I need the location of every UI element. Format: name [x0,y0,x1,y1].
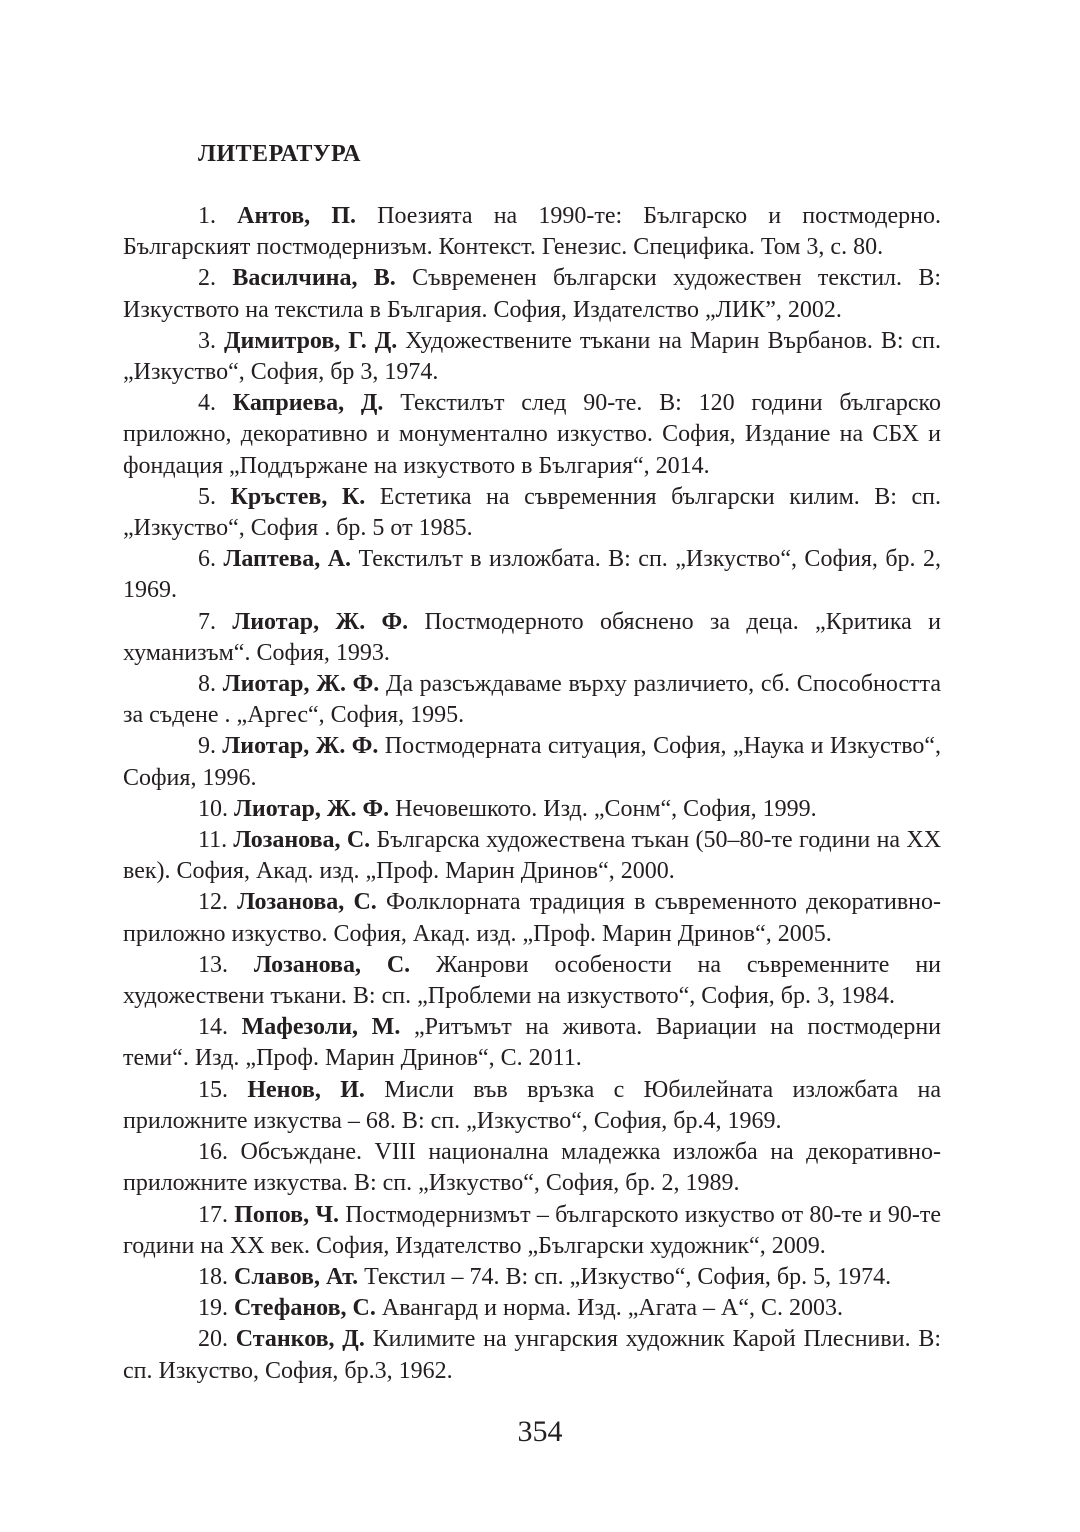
reference-author: Антов, П. [237,203,356,229]
reference-author: Лиотар, Ж. Ф. [222,733,379,760]
reference-text: Да разсъждаваме върху различието, сб. Способността за съдене . „Аргес“, София, 1995. [123,671,942,729]
reference-text: Жанрови особености на съвременните ни художествени тъкани. В: сп. „Проблеми на изкуството“, София, бр. 3, 1984. [123,951,942,1010]
reference-author: Лиотар, Ж. Ф. [222,671,380,698]
reference-author: Лозанова, С. [253,951,411,978]
reference-text: Постмодерната ситуация, София, „Наука и Изкуство“, София, 1996. [123,733,942,791]
reference-author: Кръстев, К. [230,483,366,510]
reference-author: Василчина, В. [232,265,396,292]
reference-number: 18. [198,1263,228,1290]
reference-author: Попов, Ч. [234,1201,339,1228]
reference-text: Постмодернизмът – българското изкуство от 80-те и 90-те години на ХХ век. София, Издателство „Български художник“, 2009. [123,1201,941,1259]
reference-author: Мафезоли, М. [241,1014,401,1041]
reference-number: 4. [198,390,216,417]
reference-text: Текстил – 74. В: сп. „Изкуство“, София, бр. 5, 1974. [364,1263,892,1290]
reference-text: Обсъждане. VIII национална младежка изложба на декоративно-приложните изкуства. В: сп. „Изкуство“, София, бр. 2, 1989. [123,1139,942,1197]
reference-number: 3. [198,327,216,354]
reference-item [123,544,941,606]
reference-item [123,201,941,263]
reference-number: 6. [198,546,216,573]
reference-text: Текстилът в изложбата. В: сп. „Изкуство“, София, бр. 2, 1969. [123,546,941,604]
reference-item [123,1324,941,1386]
reference-item [123,1293,941,1324]
reference-number: 5. [198,483,216,510]
reference-text: Естетика на съвременния български килим. В: сп. „Изкуство“, София . бр. 5 от 1985. [123,483,941,542]
reference-item [123,825,941,887]
reference-number: 9. [198,733,216,760]
reference-text: Нечовешкото. Изд. „Сонм“, София, 1999. [395,795,817,822]
reference-item [123,607,941,669]
section-heading: ЛИТЕРАТУРА [198,141,361,167]
reference-item [123,388,941,482]
reference-number: 20. [198,1326,228,1353]
reference-text: Фолклорната традиция в съвременното декоративно-приложно изкуство. София, Акад. изд. „Проф. Марин Дринов“, 2005. [123,889,942,947]
reference-number: 17. [198,1201,228,1228]
reference-item [123,482,941,544]
reference-item [123,731,941,793]
reference-number: 14. [198,1014,228,1041]
reference-item [123,1075,941,1137]
reference-text: Постмодерното обяснено за деца. „Критика и хуманизъм“. София, 1993. [123,608,942,666]
reference-author: Славов, Ат. [234,1263,359,1290]
reference-number: 19. [198,1295,228,1322]
reference-item [123,669,941,731]
reference-number: 13. [198,951,228,978]
reference-text: Мисли във връзка с Юбилейната изложбата на приложните изкуства – 68. В: сп. „Изкуство“, София, бр.4, 1969. [123,1076,942,1134]
reference-number: 2. [198,265,216,292]
reference-author: Стефанов, С. [234,1295,376,1322]
reference-item [123,1137,941,1199]
reference-item [123,263,941,325]
reference-number: 16. [198,1139,228,1166]
reference-author: Лаптева, А. [223,546,352,573]
reference-text: „Ритъмът на живота. Вариации на постмодерни теми“. Изд. „Проф. Марин Дринов“, С. 2011. [123,1014,941,1072]
reference-item [123,887,941,949]
reference-item [123,1012,941,1074]
reference-text: Съвременен български художествен текстил. В: Изкуството на текстила в България. София, Издателство „ЛИК”, 2002. [123,265,942,323]
reference-author: Лозанова, С. [233,827,371,854]
reference-list [123,201,941,1387]
reference-author: Ненов, И. [247,1076,365,1103]
reference-author: Димитров, Г. Д. [223,327,398,354]
page-number: 354 [517,1415,563,1448]
reference-author: Лиотар, Ж. Ф. [232,608,409,635]
reference-item [123,326,941,388]
reference-number: 8. [198,671,216,698]
reference-author: Станков, Д. [235,1326,365,1353]
reference-text: Текстилът след 90-те. В: 120 години българско приложно, декоративно и монументално изкуство. София, Издание на СБХ и фондация „Поддържане на изкуството в България“, 2014. [123,390,941,479]
reference-author: Лозанова, С. [237,889,377,916]
reference-item [123,1200,941,1262]
reference-text: Поезията на 1990-те: Българско и постмодерно. Българският постмодернизъм. Контекст. Генезис. Специфика. Том 3, с. 80. [123,203,942,261]
reference-text: Килимите на унгарския художник Карой Плесниви. В: сп. Изкуство, София, бр.3, 1962. [123,1326,941,1384]
reference-author: Каприева, Д. [232,390,384,417]
reference-number: 7. [198,608,216,635]
reference-text: Художествените тъкани на Марин Върбанов. В: сп. „Изкуство“, София, бр 3, 1974. [123,327,942,386]
reference-text: Българска художествена тъкан (50–80-те години на ХХ век). София, Акад. изд. „Проф. Марин Дринов“, 2000. [123,827,942,885]
reference-number: 10. [198,795,228,822]
reference-text: Авангард и норма. Изд. „Агата – А“, С. 2003. [381,1295,843,1322]
reference-item [123,1262,941,1293]
reference-number: 15. [198,1076,228,1103]
reference-number: 1. [198,203,216,229]
reference-author: Лиотар, Ж. Ф. [234,795,390,822]
reference-number: 12. [198,889,228,916]
reference-number: 11. [198,827,228,854]
reference-item [123,794,941,825]
reference-item [123,950,941,1012]
bibliography-page [123,138,941,1387]
